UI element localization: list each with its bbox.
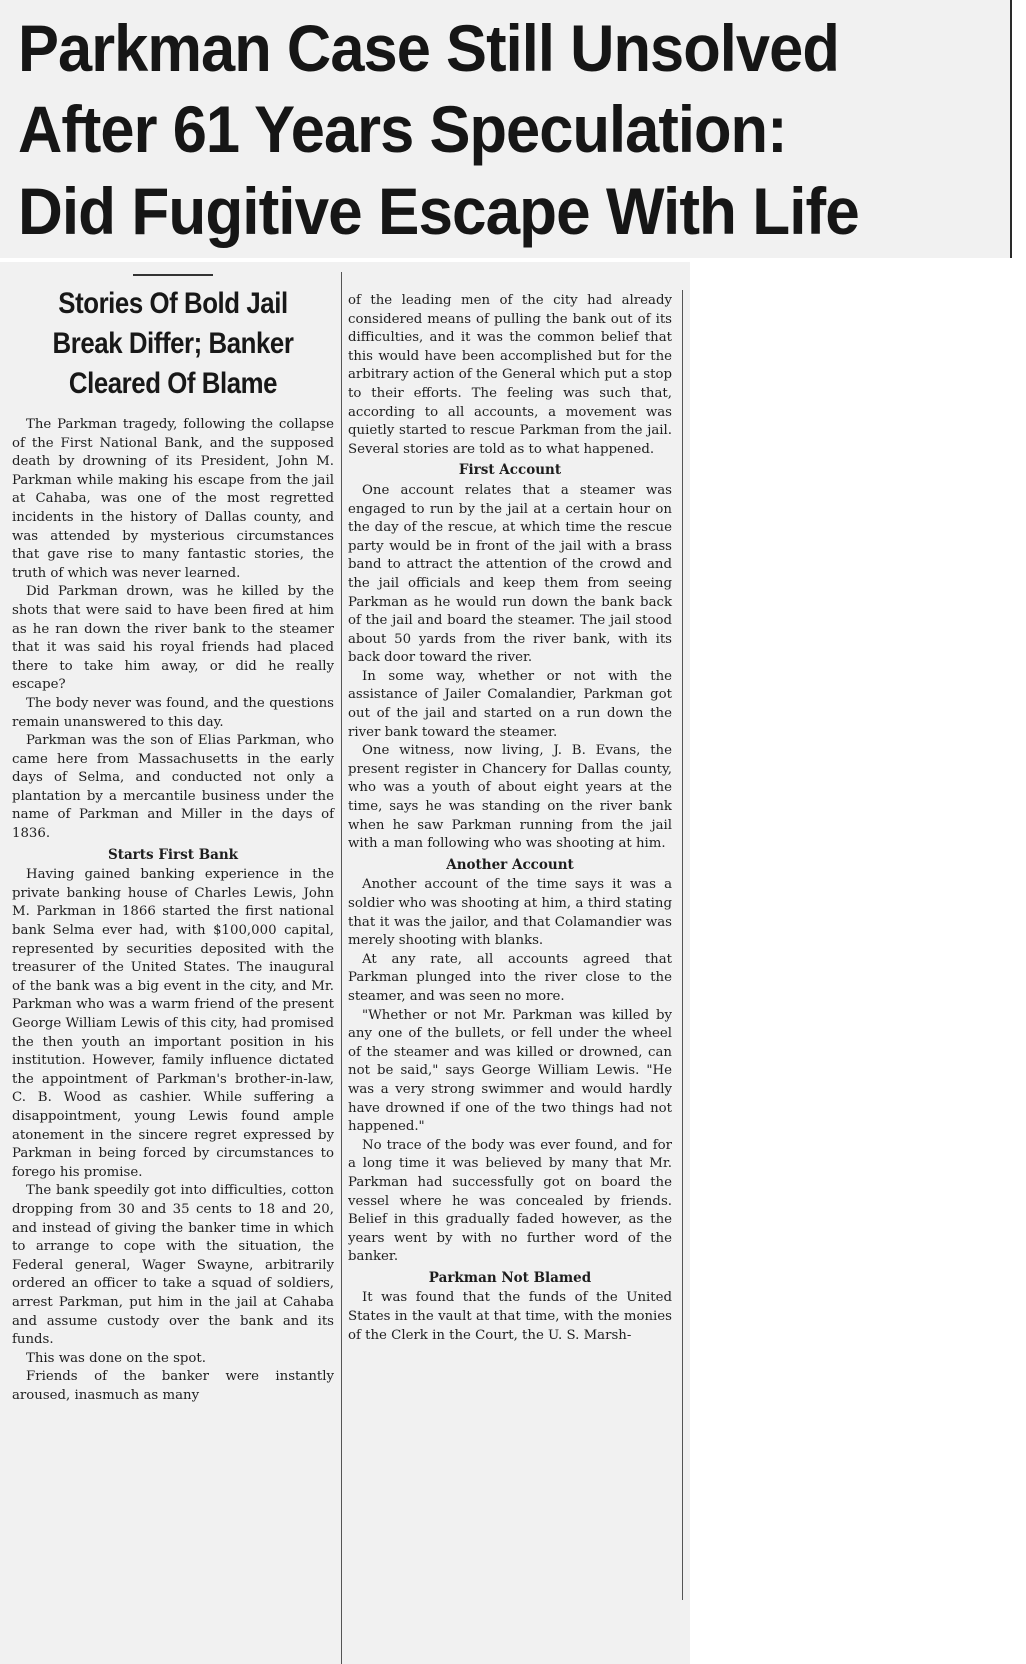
section-heading: Parkman Not Blamed bbox=[428, 1269, 592, 1286]
section-heading: Starts First Bank bbox=[107, 846, 239, 863]
headline-line-2: After 61 Years Speculation: bbox=[18, 92, 787, 166]
paragraph: Friends of the banker were instantly aroused, inasmuch as many bbox=[12, 1369, 334, 1403]
paragraph: Another account of the time says it was a soldier who was shooting at him, a third stating that it was the jailor, and that Colamandier was merely shooting with blanks. bbox=[348, 877, 672, 949]
paragraph: The body never was found, and the questions remain unanswered to this day. bbox=[12, 695, 334, 730]
paragraph: Parkman was the son of Elias Parkman, who came here from Massachusetts in the early days of Selma, and conducted not only a plantation by a mercantile business under the name of Parkman and Miller in the days of 1836. bbox=[12, 733, 334, 842]
column-1 bbox=[12, 262, 334, 1405]
divider bbox=[133, 274, 213, 276]
paragraph: The bank speedily got into difficulties, cotton dropping from 30 and 35 cents to 18 and 20, and instead of giving the banker time in which to arrange to cope with the situation, the Federal general, Wager Swayne, arbitrarily ordered an officer to take a squad of soldiers, arrest Parkman, put him in the jail at Cahaba and assume custody over the bank and its funds. bbox=[12, 1183, 334, 1348]
paragraph: Having gained banking experience in the private banking house of Charles Lewis, John M. Parkman in 1866 started the first national bank Selma ever had, with $100,000 capital, represented by securities deposited with the treasurer of the United States. The inaugural of the bank was a big event in the city, and Mr. Parkman who was a warm friend of the present George William Lewis of this city, had promised the then youth an important position in his institution. However, family influence dictated the appointment of Parkman's brother-in-law, C. B. Wood as cashier. While suffering a disappointment, young Lewis found ample atonement in the sincere regret expressed by Parkman in being forced by circumstances to forego his promise. bbox=[12, 867, 334, 1180]
subheadline: Stories Of Bold Jail Break Differ; Banker Cleared Of Blame bbox=[52, 287, 294, 400]
paragraph: It was found that the funds of the United States in the vault at that time, with the monies of the Clerk in the Court, the U. S. Marsh- bbox=[348, 1290, 672, 1343]
paragraph: Did Parkman drown, was he killed by the shots that were said to have been fired at him as he ran down the river bank to the steamer that it was said his royal friends had placed there to take him away, or did he really escape? bbox=[12, 584, 334, 693]
section-heading: First Account bbox=[458, 462, 562, 479]
headline-line-1: Parkman Case Still Unsolved bbox=[18, 11, 839, 85]
paragraph: One witness, now living, J. B. Evans, the present register in Chancery for Dallas county, who was a youth of about eight years at the time, says he was standing on the river bank when he saw Parkman running from the jail with a man following who was shooting at him. bbox=[348, 743, 672, 852]
paragraph: At any rate, all accounts agreed that Parkman plunged into the river close to the steamer, and was seen no more. bbox=[348, 951, 672, 1004]
paragraph: No trace of the body was ever found, and for a long time it was believed by many that Mr. Parkman had successfully got on board the vessel where he was concealed by friends. Belief in this gradually faded however, as the years went by with no further word of the banker. bbox=[348, 1137, 672, 1265]
paragraph: One account relates that a steamer was engaged to run by the jail at a certain hour on the day of the rescue, at which time the rescue party would be in front of the jail with a brass band to attract the attention of the crowd and the jail officials and keep them from seeing Parkman as he would run down the bank back of the jail and board the steamer. The jail stood about 50 yards from the river bank, with its back door toward the river. bbox=[348, 482, 672, 666]
headline-line-3: Did Fugitive Escape With Life bbox=[18, 174, 859, 248]
column-2 bbox=[348, 292, 672, 1345]
article-body bbox=[0, 262, 690, 1664]
paragraph: This was done on the spot. bbox=[26, 1350, 206, 1366]
section-heading: Another Account bbox=[446, 856, 574, 873]
paragraph: The Parkman tragedy, following the collapse of the First National Bank, and the supposed death by drowning of its President, John M. Parkman while making his escape from the jail at Cahaba, was one of the most regretted incidents in the history of Dallas county, and was attended by mysterious circumstances that gave rise to many fantastic stories, the truth of which was never learned. bbox=[12, 417, 334, 581]
paragraph: In some way, whether or not with the assistance of Jailer Comalandier, Parkman got out of the jail and started on a run down the river bank toward the steamer. bbox=[348, 668, 672, 740]
paragraph: of the leading men of the city had already considered means of pulling the bank out of its difficulties, and it was the common belief that this would have been accomplished but for the arbitrary action of the General which put a stop to their efforts. The feeling was such that, according to all accounts, a movement was quietly started to rescue Parkman from the jail. Several stories are told as to what happened. bbox=[348, 293, 672, 457]
headline-block bbox=[0, 0, 1012, 258]
paragraph: "Whether or not Mr. Parkman was killed by any one of the bullets, or fell under the wheel of the steamer and was killed or drowned, can not be said," says George William Lewis. "He was a very strong swimmer and would hardly have drowned if one of the two things had not happened." bbox=[348, 1007, 672, 1135]
